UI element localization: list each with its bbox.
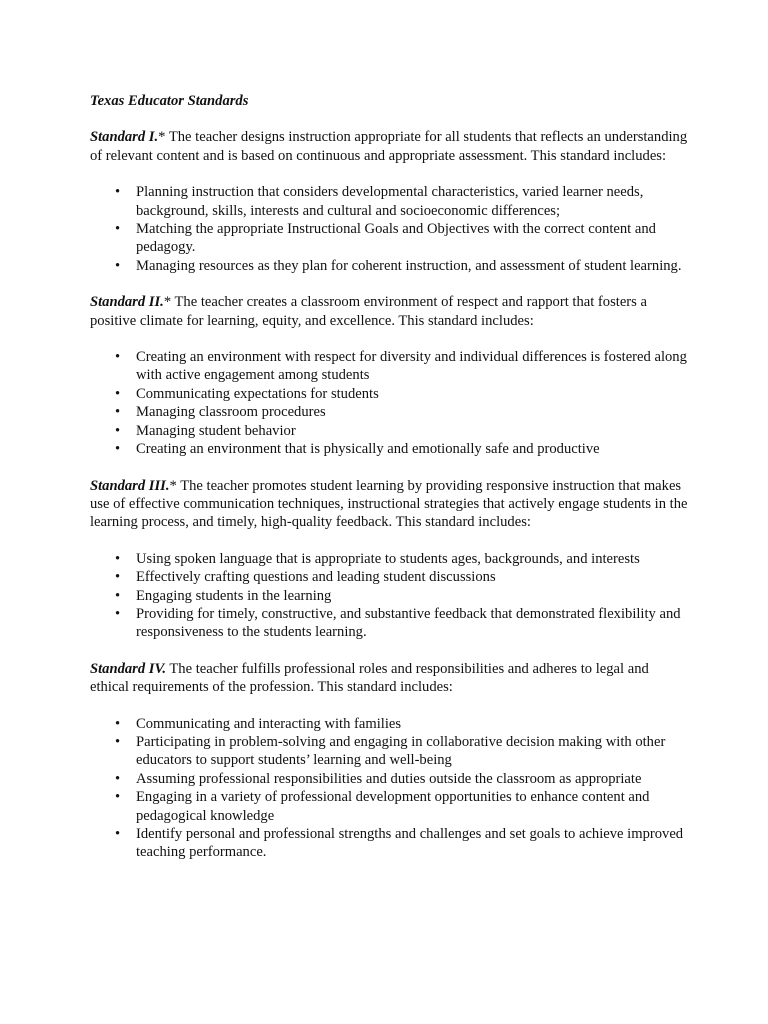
standard-label: Standard I. bbox=[90, 129, 159, 146]
standard-marker: * bbox=[169, 477, 177, 494]
standard-description: The teacher fulfills professional roles and responsibilities and adheres to legal and ethical requirements of the profession. This standard includes: bbox=[90, 660, 649, 696]
list-item bbox=[90, 788, 690, 825]
bullet-icon: • bbox=[115, 422, 121, 439]
list-item-text: Communicating and interacting with families bbox=[136, 715, 402, 732]
standard-section-3 bbox=[90, 477, 690, 642]
list-item-text: Creating an environment that is physically and emotionally safe and productive bbox=[136, 441, 600, 458]
standard-marker: * bbox=[163, 294, 172, 311]
standard-items-list bbox=[90, 348, 690, 458]
bullet-icon: • bbox=[115, 221, 121, 238]
list-item-text: Engaging students in the learning bbox=[136, 587, 332, 604]
standard-items-list bbox=[90, 550, 690, 642]
list-item-text: Participating in problem-solving and engaging in collaborative decision making with other educators to support students’ learning and well-being bbox=[136, 733, 666, 769]
list-item bbox=[90, 403, 690, 421]
list-item bbox=[90, 220, 690, 257]
bullet-icon: • bbox=[115, 789, 121, 806]
list-item bbox=[90, 440, 690, 458]
list-item-text: Effectively crafting questions and leading student discussions bbox=[136, 569, 496, 586]
standard-section-4 bbox=[90, 660, 690, 862]
standard-label: Standard III. bbox=[90, 477, 170, 494]
list-item-text: Managing resources as they plan for coherent instruction, and assessment of student learning. bbox=[136, 257, 682, 274]
list-item-text: Creating an environment with respect for diversity and individual differences is fostered along with active engagement among students bbox=[136, 349, 687, 384]
list-item-text: Assuming professional responsibilities and duties outside the classroom as appropriate bbox=[136, 770, 642, 787]
standard-items-list bbox=[90, 183, 690, 275]
list-item bbox=[90, 348, 690, 385]
list-item-text: Matching the appropriate Instructional Goals and Objectives with the correct content and pedagogy. bbox=[136, 221, 656, 256]
list-item-text: Engaging in a variety of professional development opportunities to enhance content and pedagogical knowledge bbox=[136, 789, 650, 824]
bullet-icon: • bbox=[115, 770, 121, 787]
standard-intro bbox=[90, 477, 690, 532]
list-item bbox=[90, 733, 690, 770]
standard-section-1 bbox=[90, 128, 690, 275]
bullet-icon: • bbox=[115, 184, 121, 201]
standard-label: Standard IV. bbox=[90, 660, 166, 677]
list-item-text: Managing classroom procedures bbox=[136, 404, 326, 421]
list-item bbox=[90, 715, 690, 733]
bullet-icon: • bbox=[115, 257, 121, 274]
list-item-text: Communicating expectations for students bbox=[136, 385, 379, 402]
bullet-icon: • bbox=[115, 441, 121, 458]
standard-intro bbox=[90, 128, 690, 165]
document-title: Texas Educator Standards bbox=[90, 93, 249, 109]
bullet-icon: • bbox=[115, 605, 121, 622]
standard-intro bbox=[90, 660, 690, 697]
standard-description: The teacher creates a classroom environment of respect and rapport that fosters a positive climate for learning, equity, and excellence. This standard includes: bbox=[90, 294, 647, 329]
list-item bbox=[90, 422, 690, 440]
standard-marker: * bbox=[158, 129, 166, 146]
bullet-icon: • bbox=[115, 569, 121, 586]
standard-label: Standard II. bbox=[90, 294, 164, 311]
list-item bbox=[90, 257, 690, 275]
bullet-icon: • bbox=[115, 715, 121, 732]
list-item bbox=[90, 568, 690, 586]
bullet-icon: • bbox=[115, 826, 121, 842]
list-item-text: Managing student behavior bbox=[136, 422, 296, 439]
list-item bbox=[90, 385, 690, 403]
bullet-icon: • bbox=[115, 349, 121, 366]
list-item bbox=[90, 770, 690, 788]
bullet-icon: • bbox=[115, 404, 121, 421]
bullet-icon: • bbox=[115, 587, 121, 604]
standard-description: The teacher promotes student learning by providing responsive instruction that makes use of effective communication techniques, instructional strategies that actively engage students in the learning process, and timely, high-quality feedback. This standard includes: bbox=[90, 477, 688, 531]
list-item bbox=[90, 587, 690, 605]
list-item-text: Identify personal and professional strengths and challenges and set goals to achieve improved teaching performance. bbox=[136, 826, 684, 861]
bullet-icon: • bbox=[115, 385, 121, 402]
list-item bbox=[90, 825, 690, 862]
standard-intro bbox=[90, 293, 690, 330]
standard-section-2 bbox=[90, 293, 690, 458]
list-item-text: Providing for timely, constructive, and substantive feedback that demonstrated flexibility and responsiveness to the students learning. bbox=[136, 605, 681, 641]
list-item-text: Using spoken language that is appropriate to students ages, backgrounds, and interests bbox=[136, 550, 640, 567]
list-item bbox=[90, 183, 690, 220]
standard-description: The teacher designs instruction appropriate for all students that reflects an understanding of relevant content and is based on continuous and appropriate assessment. This standard includes: bbox=[90, 129, 688, 164]
list-item bbox=[90, 550, 690, 568]
document-page bbox=[90, 92, 690, 880]
list-item-text: Planning instruction that considers developmental characteristics, varied learner needs, background, skills, interests and cultural and socioeconomic differences; bbox=[136, 184, 644, 219]
standard-items-list bbox=[90, 715, 690, 862]
bullet-icon: • bbox=[115, 550, 121, 567]
list-item bbox=[90, 605, 690, 642]
bullet-icon: • bbox=[115, 733, 121, 750]
